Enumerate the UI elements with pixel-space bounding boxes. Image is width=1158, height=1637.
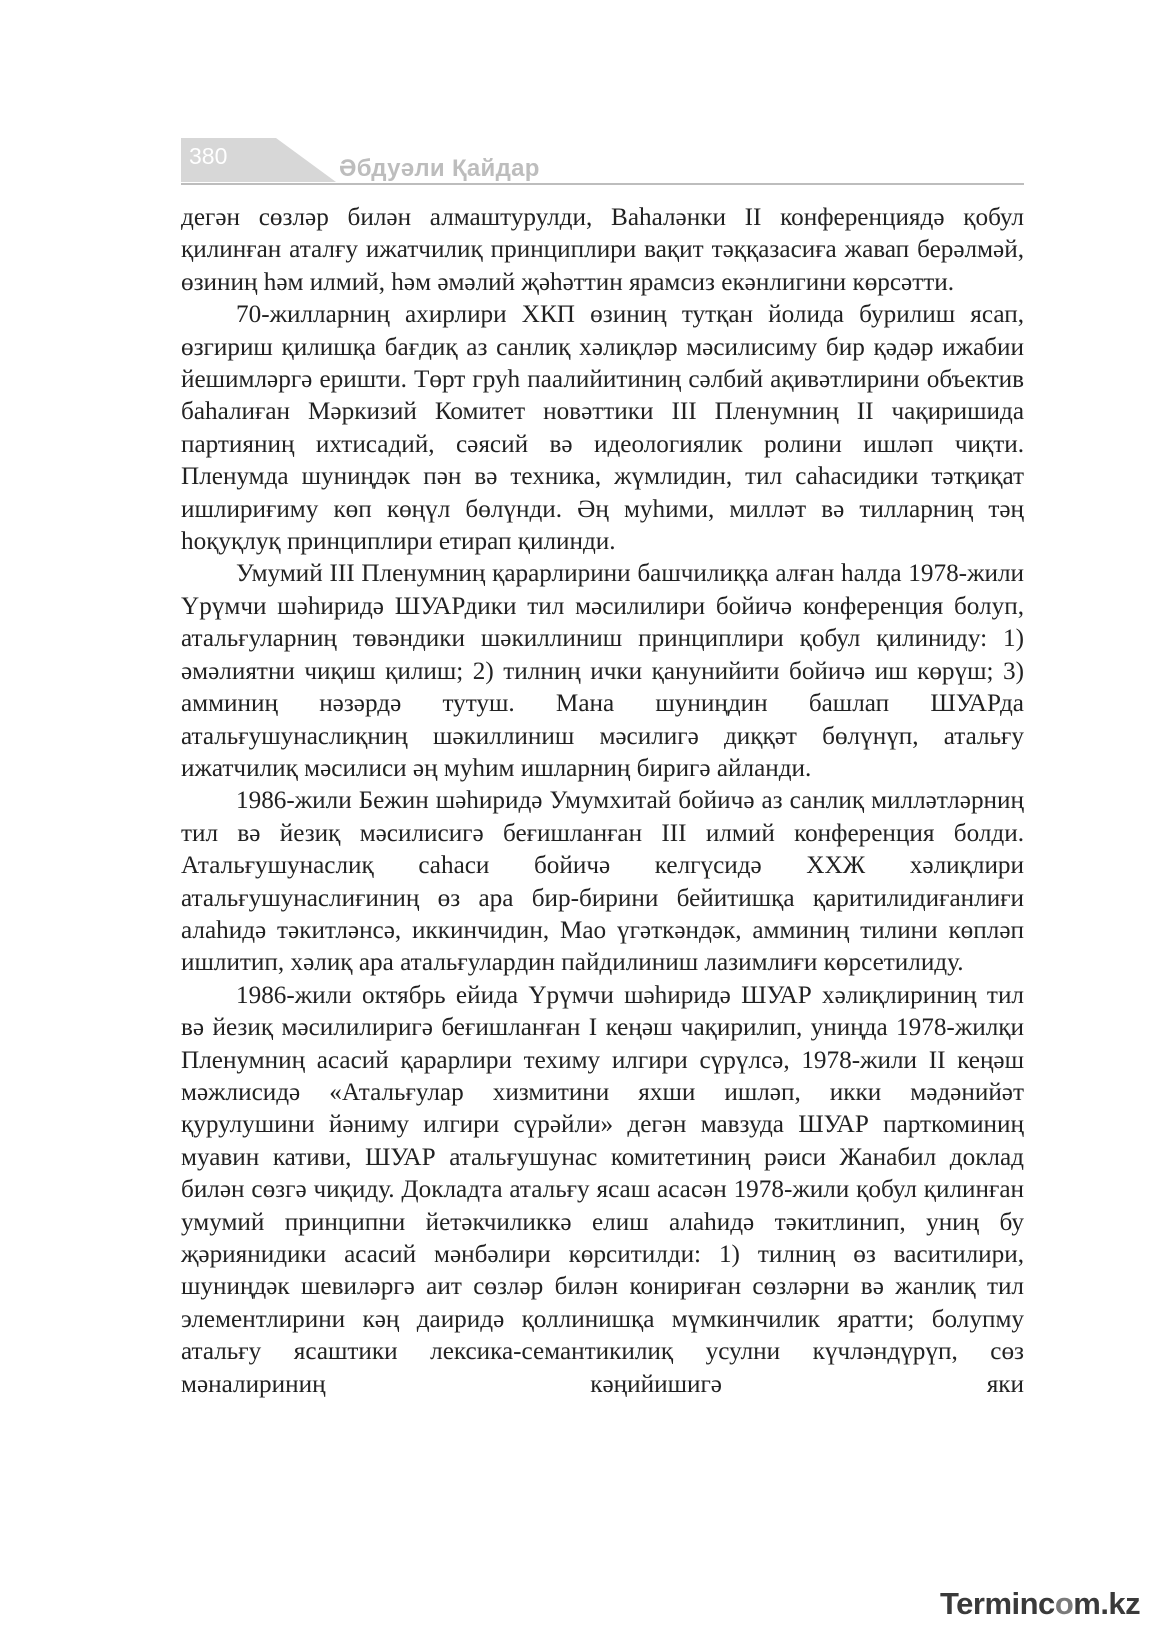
page-number-tab-slope: [276, 138, 336, 182]
paragraph-4: 1986-жили Бежин шәһиридә Умумхитай бойичә аз санлиқ милләтләрниң тил вә йезиқ мәсилисигә беғишланған III илмий конференция болди. Атальғушунаслиқ саһаси бойичә келгүсидә ХХЖ хәлиқлири атальғушунаслиғиниң өз ара бир-бирини бейитишқа қаритилидиғанлиғи алаһидә тәкитләнсә, иккинчидин, Мао үгәткәндәк, амминиң тилини көпләп ишлитип, хәлиқ ара атальғулардин пайдилиниш лазимлиғи көрсетилиду.: [181, 787, 1024, 977]
watermark-prefix: T: [940, 1586, 957, 1621]
running-head-author: Әбдуәли Қайдар: [339, 155, 540, 182]
header-rule: [181, 183, 1024, 185]
paragraph-1: дегән сөзләр билән алмаштурулди, Ваһаләнки II конференциядә қобул қилинған аталғу ижатчилиқ принциплири вақит тәққазасиға жавап берәлмәй, өзиниң һәм илмий, һәм әмәлий җәһәттин ярамсиз екәнлигини көрсәтти.: [181, 204, 1024, 296]
watermark-middle: erminc: [956, 1586, 1055, 1621]
page-header: [181, 138, 1024, 188]
body-text: [181, 202, 1024, 1401]
paragraph-5: 1986-жили октябрь ейида Үрүмчи шәһиридә ШУАР хәлиқлириниң тил вә йезиқ мәсилилиригә беғишланған I кеңәш чақирилип, униңда 1978-жилқи Пленумниң асасий қарарлири техиму илгири сүрүлсә, 1978-жили II кеңәш мәжлисидә «Атальғулар хизмитини яхши ишләп, икки мәдәнийәт қурулушини йәниму илгири сүрәйли» дегән мавзуда ШУАР парткоминиң муавин кативи, ШУАР атальғушунас комитетиниң рәиси Жанабил доклад билән сөзгә чиқиду. Докладта атальғу ясаш асасән 1978-жили қобул қилинған умумий принципни йетәкчиликкә елиш алаһидә тәкитлинип, униң бу җәриянидики асасий мәнбәлири көрситилди: 1) тилниң өз васитилири, шуниңдәк шевиләргә аит сөзләр билән конириған сөзләрни вә жанлиқ тил элементлирини кәң даиридә қоллинишқа мүмкинчилик яратти; болупму атальғу ясаштики лексика-семантикилиқ усулни күчләндүрүп, сөз мәналириниң кәңийишигә яки: [181, 981, 1024, 1398]
watermark-suffix: m.kz: [1073, 1586, 1141, 1621]
page-number: 380: [189, 143, 228, 169]
paragraph-3: Умумий III Пленумниң қарарлирини башчилиққа алған һалда 1978-жили Үрүмчи шәһиридә ШУАРдики тил мәсилилири бойичә конференция болуп, атальғуларниң төвәндики шәкиллиниш принциплири қобул қилиниду: 1) әмәлиятни чиқиш қилиш; 2) тилниң ички қанунийити бойичә иш көрүш; 3) амминиң нәзәрдә тутуш. Мана шуниңдин башлап ШУАРда атальғушунаслиқниң шәкиллиниш мәсилигә диққәт бөлүнүп, атальғу ижатчилиқ мәсилиси әң муһим ишларниң биригә айланди.: [181, 560, 1024, 782]
watermark-o: o: [1054, 1586, 1074, 1621]
watermark-text: [940, 1586, 1140, 1622]
terminkom-watermark-logo: [940, 1586, 1152, 1628]
paragraph-2: 70-жилларниң ахирлири ХКП өзиниң тутқан йолида бурилиш ясап, өзгириш қилишқа бағдиқ аз санлиқ хәлиқләр мәсилисиму бир қәдәр ижабии йешимләргә еришти. Төрт груһ паалийитиниң сәлбий ақивәтлирини объектив баһалиған Мәркизий Комитет новәттики III Пленумниң II чақиришида партияниң ихтисадий, сәясий вә идеологиялик ролини ишләп чиқти. Пленумда шуниңдәк пән вә техника, жүмлидин, тил саһасидики тәтқиқат ишлириғиму көп көңүл бөлүнди. Әң муһими, милләт вә тилларниң тәң һоқуқлуқ принциплири етирап қилинди.: [181, 301, 1024, 556]
